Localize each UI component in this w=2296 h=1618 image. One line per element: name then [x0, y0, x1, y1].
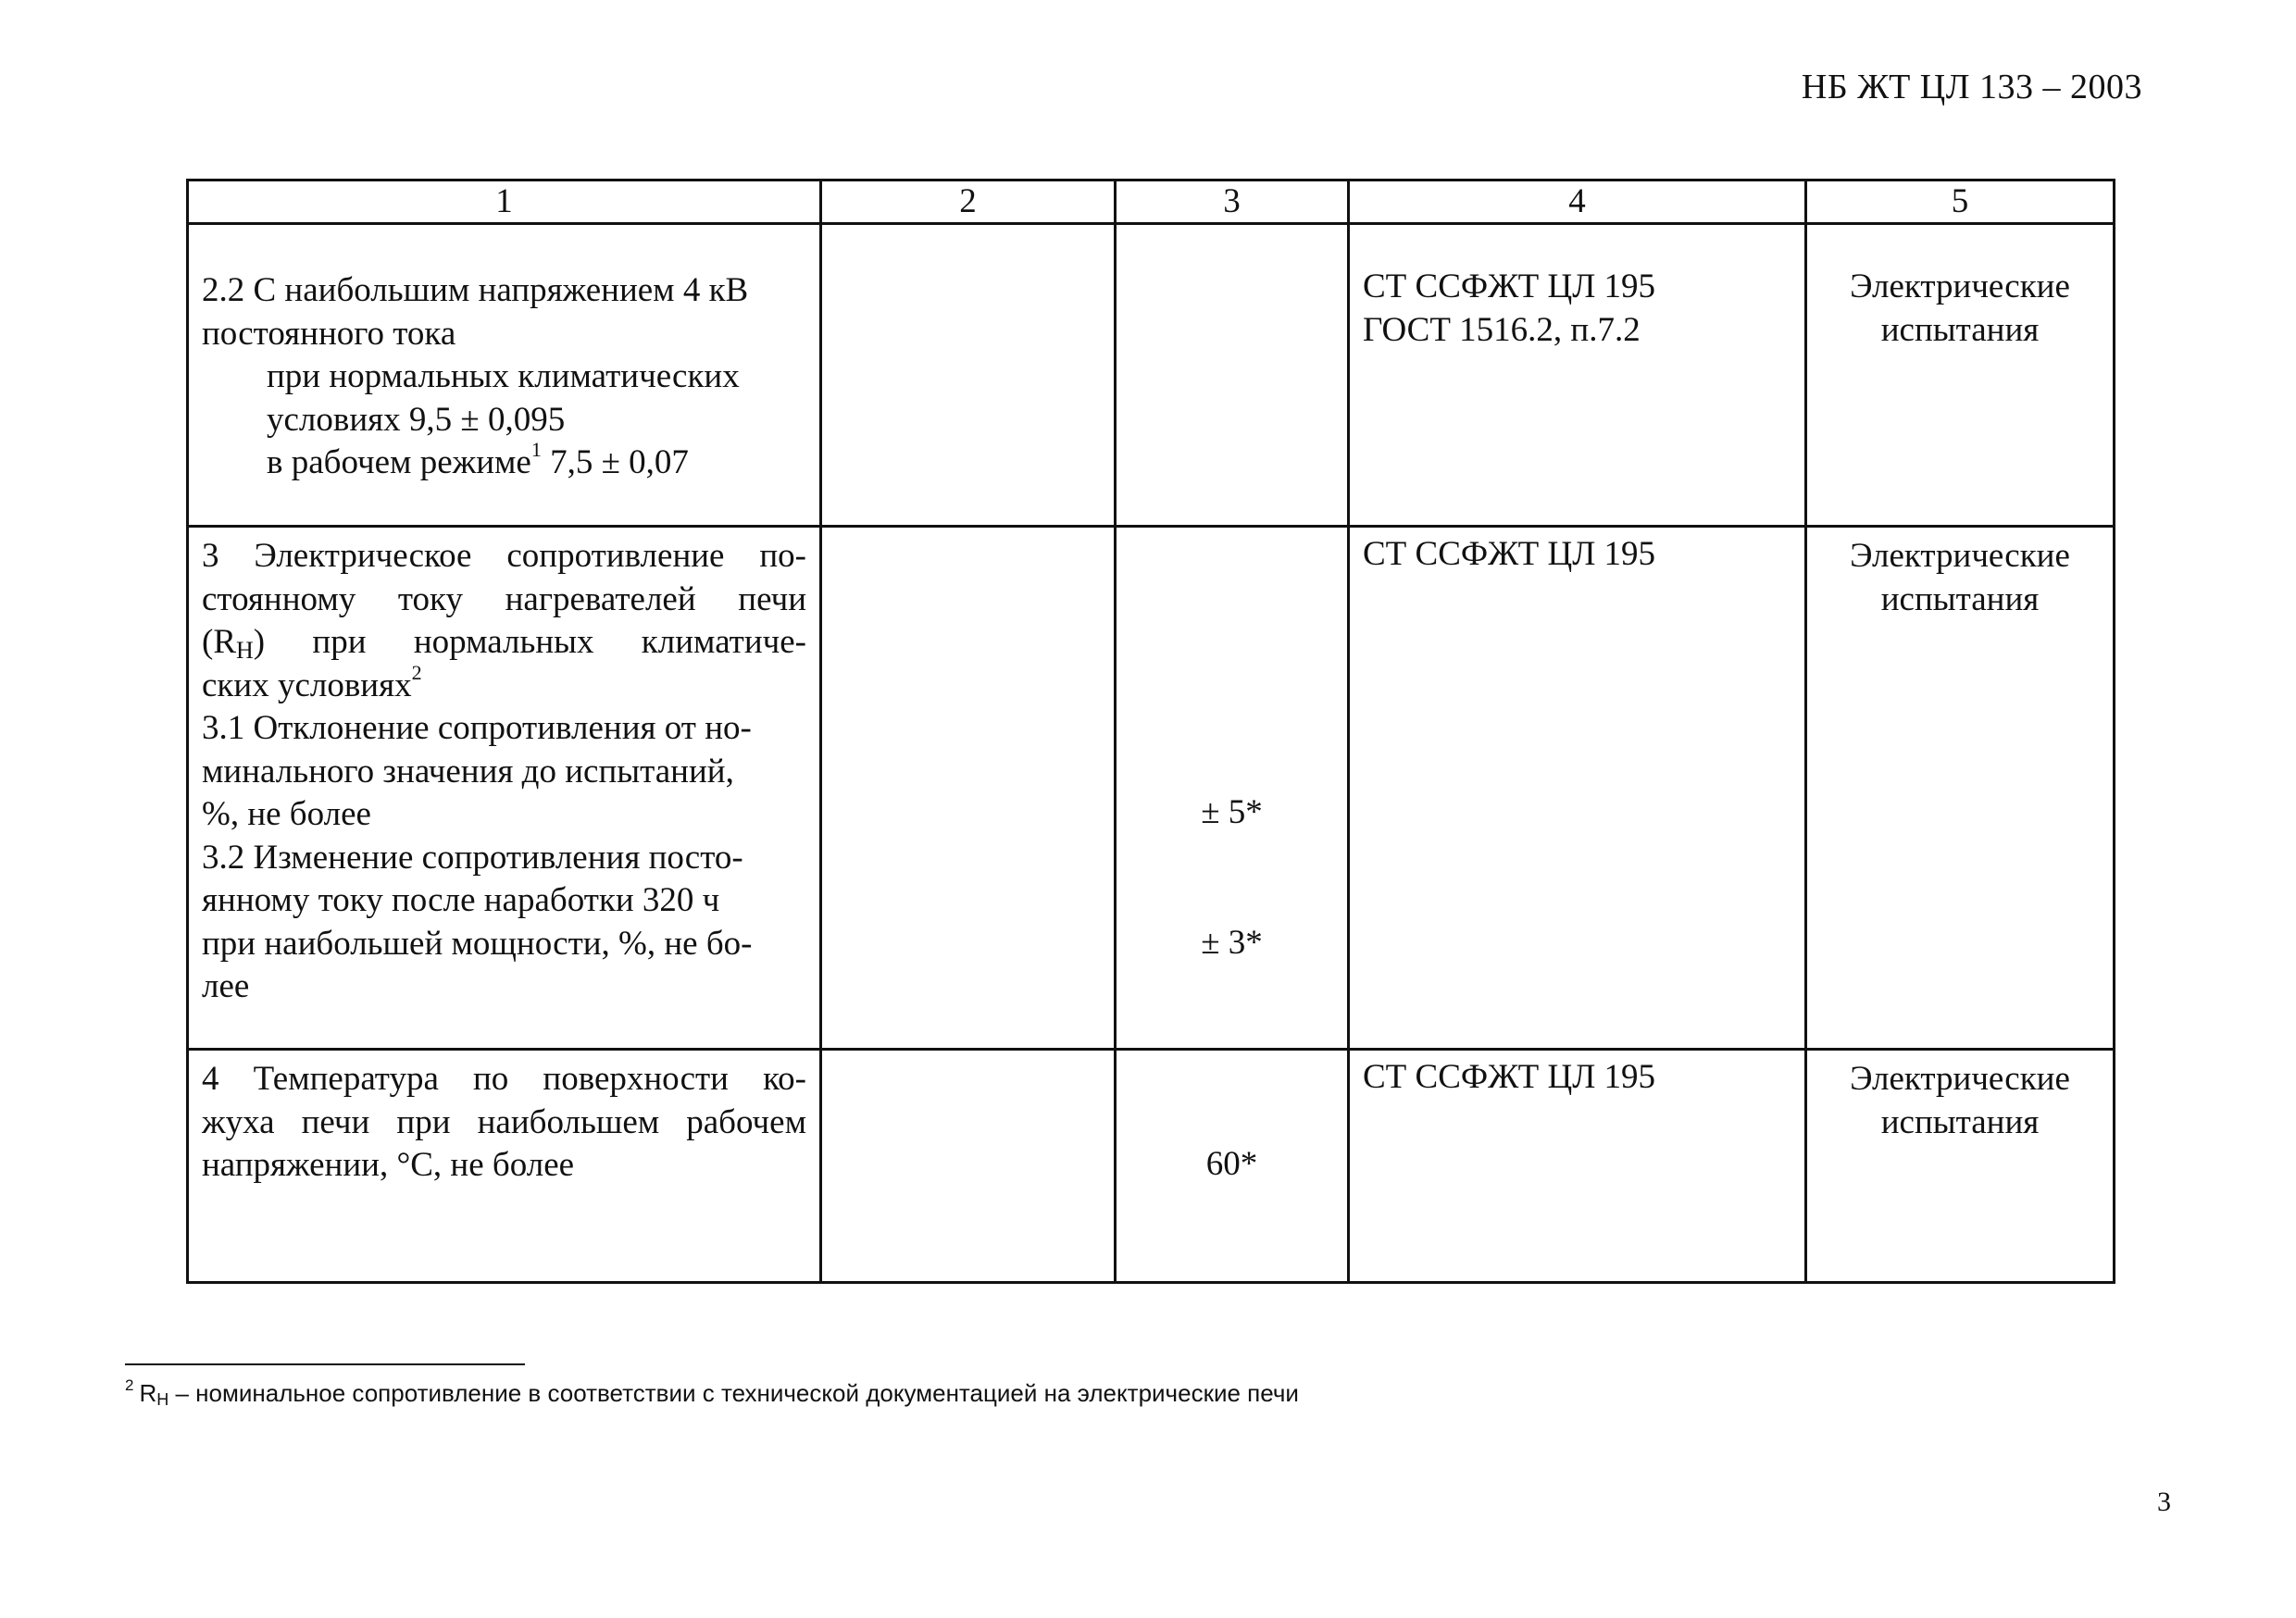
requirement-value: 7,5 ± 0,07	[541, 443, 689, 481]
requirement-line: при наибольшей мощности, %, не бо-	[202, 924, 753, 963]
norm-value-cell	[1116, 527, 1349, 1050]
table-row	[188, 1050, 2115, 1283]
requirement-line: янному току после наработки 320 ч	[202, 881, 720, 919]
requirement-line: постоянного тока	[202, 314, 456, 353]
requirement-line: %, не более	[202, 795, 371, 833]
footnote-divider	[125, 1363, 525, 1365]
requirement-line: 2.2 С наибольшим напряжением 4 кВ	[202, 271, 749, 309]
test-method-line: СТ ССФЖТ ЦЛ 195	[1363, 268, 1656, 305]
requirement-cell	[188, 224, 821, 527]
footnote-ref: 1	[530, 438, 542, 461]
test-method-line: ГОСТ 1516.2, п.7.2	[1363, 310, 1641, 349]
footnote-symbol: R	[139, 1379, 157, 1407]
requirement-line: жуха печи при наибольшем рабочем	[202, 1102, 806, 1141]
document-code: НБ ЖТ ЦЛ 133 – 2003	[1801, 68, 2142, 106]
test-type-cell	[1806, 1050, 2115, 1283]
requirement-cell	[188, 527, 821, 1050]
column-header-3: 3	[1116, 180, 1349, 224]
test-type-line: Электрические	[1850, 1060, 2070, 1098]
norm-value: 60*	[1205, 1145, 1258, 1183]
requirement-line	[202, 621, 806, 665]
requirement-line: лее	[202, 967, 250, 1005]
test-type-cell	[1806, 224, 2115, 527]
specification-table	[186, 179, 2115, 1284]
test-type-line: испытания	[1880, 1102, 2040, 1141]
footnote-text: – номинальное сопротивление в соответствии с технической документацией на электрические печи	[168, 1379, 1299, 1407]
requirement-line: при нормальных климатических	[267, 357, 740, 395]
requirement-text: ских условиях	[202, 666, 412, 704]
table-row	[188, 224, 2115, 527]
footnote-ref: 2	[411, 660, 422, 684]
requirement-line	[202, 438, 806, 485]
table-header-row	[188, 180, 2115, 224]
test-type-line: Электрические	[1850, 268, 2070, 305]
empty-cell	[821, 1050, 1116, 1283]
column-header-4: 4	[1349, 180, 1806, 224]
page-number: 3	[2157, 1487, 2171, 1517]
test-type-line: испытания	[1880, 579, 2040, 618]
test-method-line: СТ ССФЖТ ЦЛ 195	[1363, 535, 1656, 573]
requirement-line: напряжении, °С, не более	[202, 1146, 575, 1184]
test-method-cell	[1349, 1050, 1806, 1283]
footnote-marker: 2	[125, 1376, 134, 1394]
requirement-text: ) при нормальных климатиче-	[253, 623, 806, 661]
norm-value-cell	[1116, 1050, 1349, 1283]
footnote	[125, 1376, 1299, 1409]
table-row	[188, 527, 2115, 1050]
requirement-line: минального значения до испытаний,	[202, 752, 734, 790]
test-method-line: СТ ССФЖТ ЦЛ 195	[1363, 1058, 1656, 1096]
test-method-cell	[1349, 527, 1806, 1050]
requirement-line: 3.2 Изменение сопротивления посто-	[202, 838, 743, 877]
requirement-text: (R	[202, 623, 236, 661]
requirement-line: 3 Электрическое сопротивление по-	[202, 537, 806, 575]
norm-value: ± 5*	[1201, 793, 1263, 831]
test-type-line: испытания	[1880, 310, 2040, 349]
requirement-line: условиях 9,5 ± 0,095	[267, 400, 566, 439]
requirement-line: стоянному току нагревателей печи	[202, 579, 806, 618]
subscript: Н	[236, 637, 254, 664]
column-header-2: 2	[821, 180, 1116, 224]
test-type-line: Электрические	[1850, 537, 2070, 575]
empty-cell	[821, 224, 1116, 527]
norm-value: ± 3*	[1201, 923, 1263, 962]
requirement-text: в рабочем режиме	[267, 443, 531, 481]
requirement-cell	[188, 1050, 821, 1283]
requirement-line: 3.1 Отклонение сопротивления от но-	[202, 709, 752, 747]
requirement-line	[202, 660, 806, 708]
column-header-1: 1	[188, 180, 821, 224]
footnote-subscript: Н	[156, 1390, 169, 1409]
column-header-5: 5	[1806, 180, 2115, 224]
test-type-cell	[1806, 527, 2115, 1050]
empty-cell	[1116, 224, 1349, 527]
empty-cell	[821, 527, 1116, 1050]
requirement-line: 4 Температура по поверхности ко-	[202, 1060, 806, 1098]
test-method-cell	[1349, 224, 1806, 527]
